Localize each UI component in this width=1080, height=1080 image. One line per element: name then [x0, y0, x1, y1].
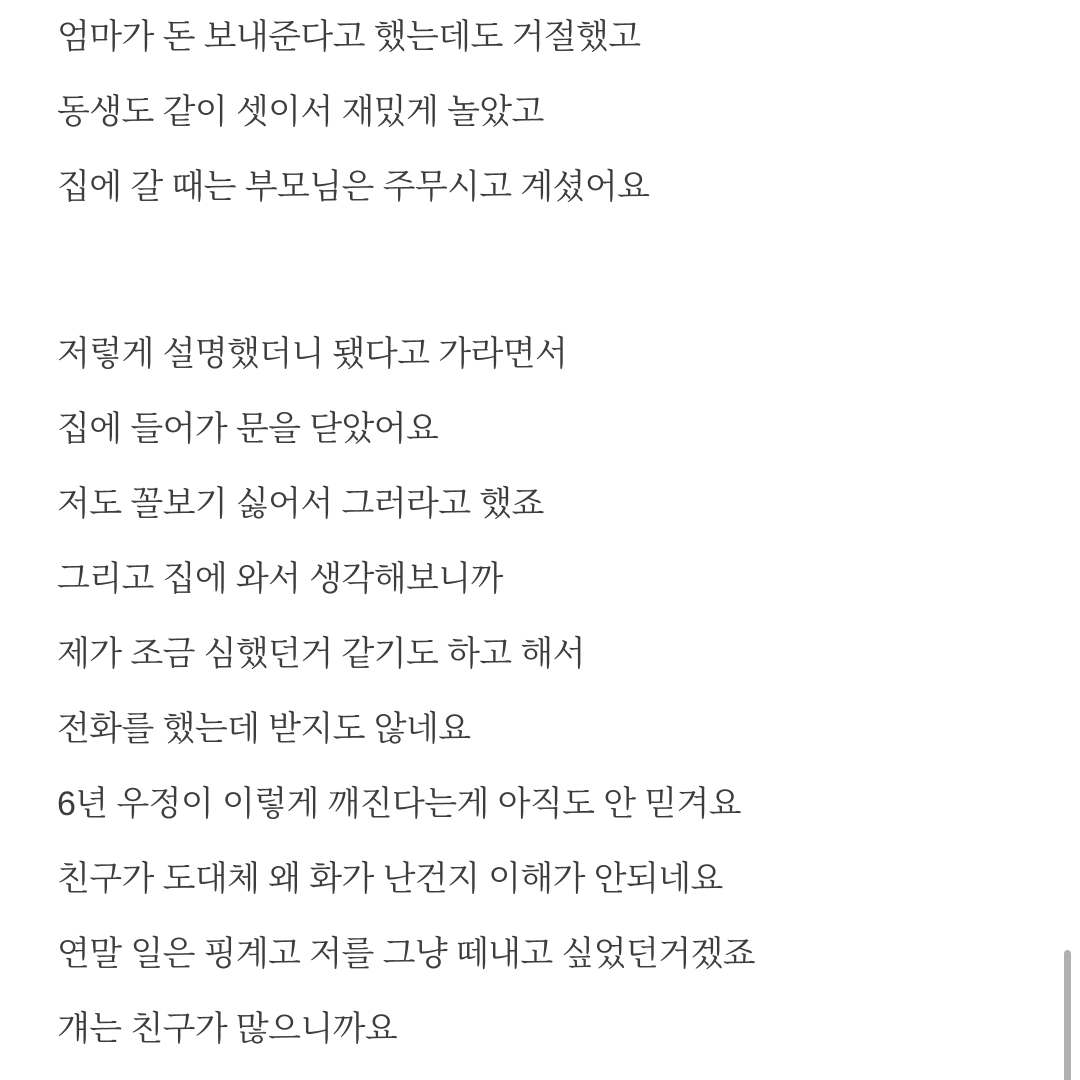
text-line: 저렇게 설명했더니 됐다고 가라면서: [57, 335, 568, 373]
text-line: 엄마가 돈 보내준다고 했는데도 거절했고: [57, 18, 641, 56]
text-line: 6년 우정이 이렇게 깨진다는게 아직도 안 믿겨요: [57, 785, 742, 823]
text-line: 친구가 도대체 왜 화가 난건지 이해가 안되네요: [57, 860, 723, 898]
scrollbar-thumb[interactable]: [1064, 950, 1071, 1080]
text-line: 연말 일은 핑계고 저를 그냥 떼내고 싶었던거겠죠: [57, 935, 755, 973]
text-line: 저도 꼴보기 싫어서 그러라고 했죠: [57, 485, 544, 523]
text-line: 걔는 친구가 많으니까요: [57, 1010, 398, 1048]
paragraph: [57, 317, 1040, 1067]
text-line: 집에 갈 때는 부모님은 주무시고 계셨어요: [57, 168, 650, 206]
text-line: 제가 조금 심했던거 같기도 하고 해서: [57, 635, 585, 673]
text-line: 집에 들어가 문을 닫았어요: [57, 410, 439, 448]
text-line: 동생도 같이 셋이서 재밌게 놀았고: [57, 93, 544, 131]
text-line: 그리고 집에 와서 생각해보니까: [57, 560, 503, 598]
text-line: 전화를 했는데 받지도 않네요: [57, 710, 471, 748]
paragraph: [57, 0, 1040, 225]
text-block: [57, 0, 1040, 1067]
